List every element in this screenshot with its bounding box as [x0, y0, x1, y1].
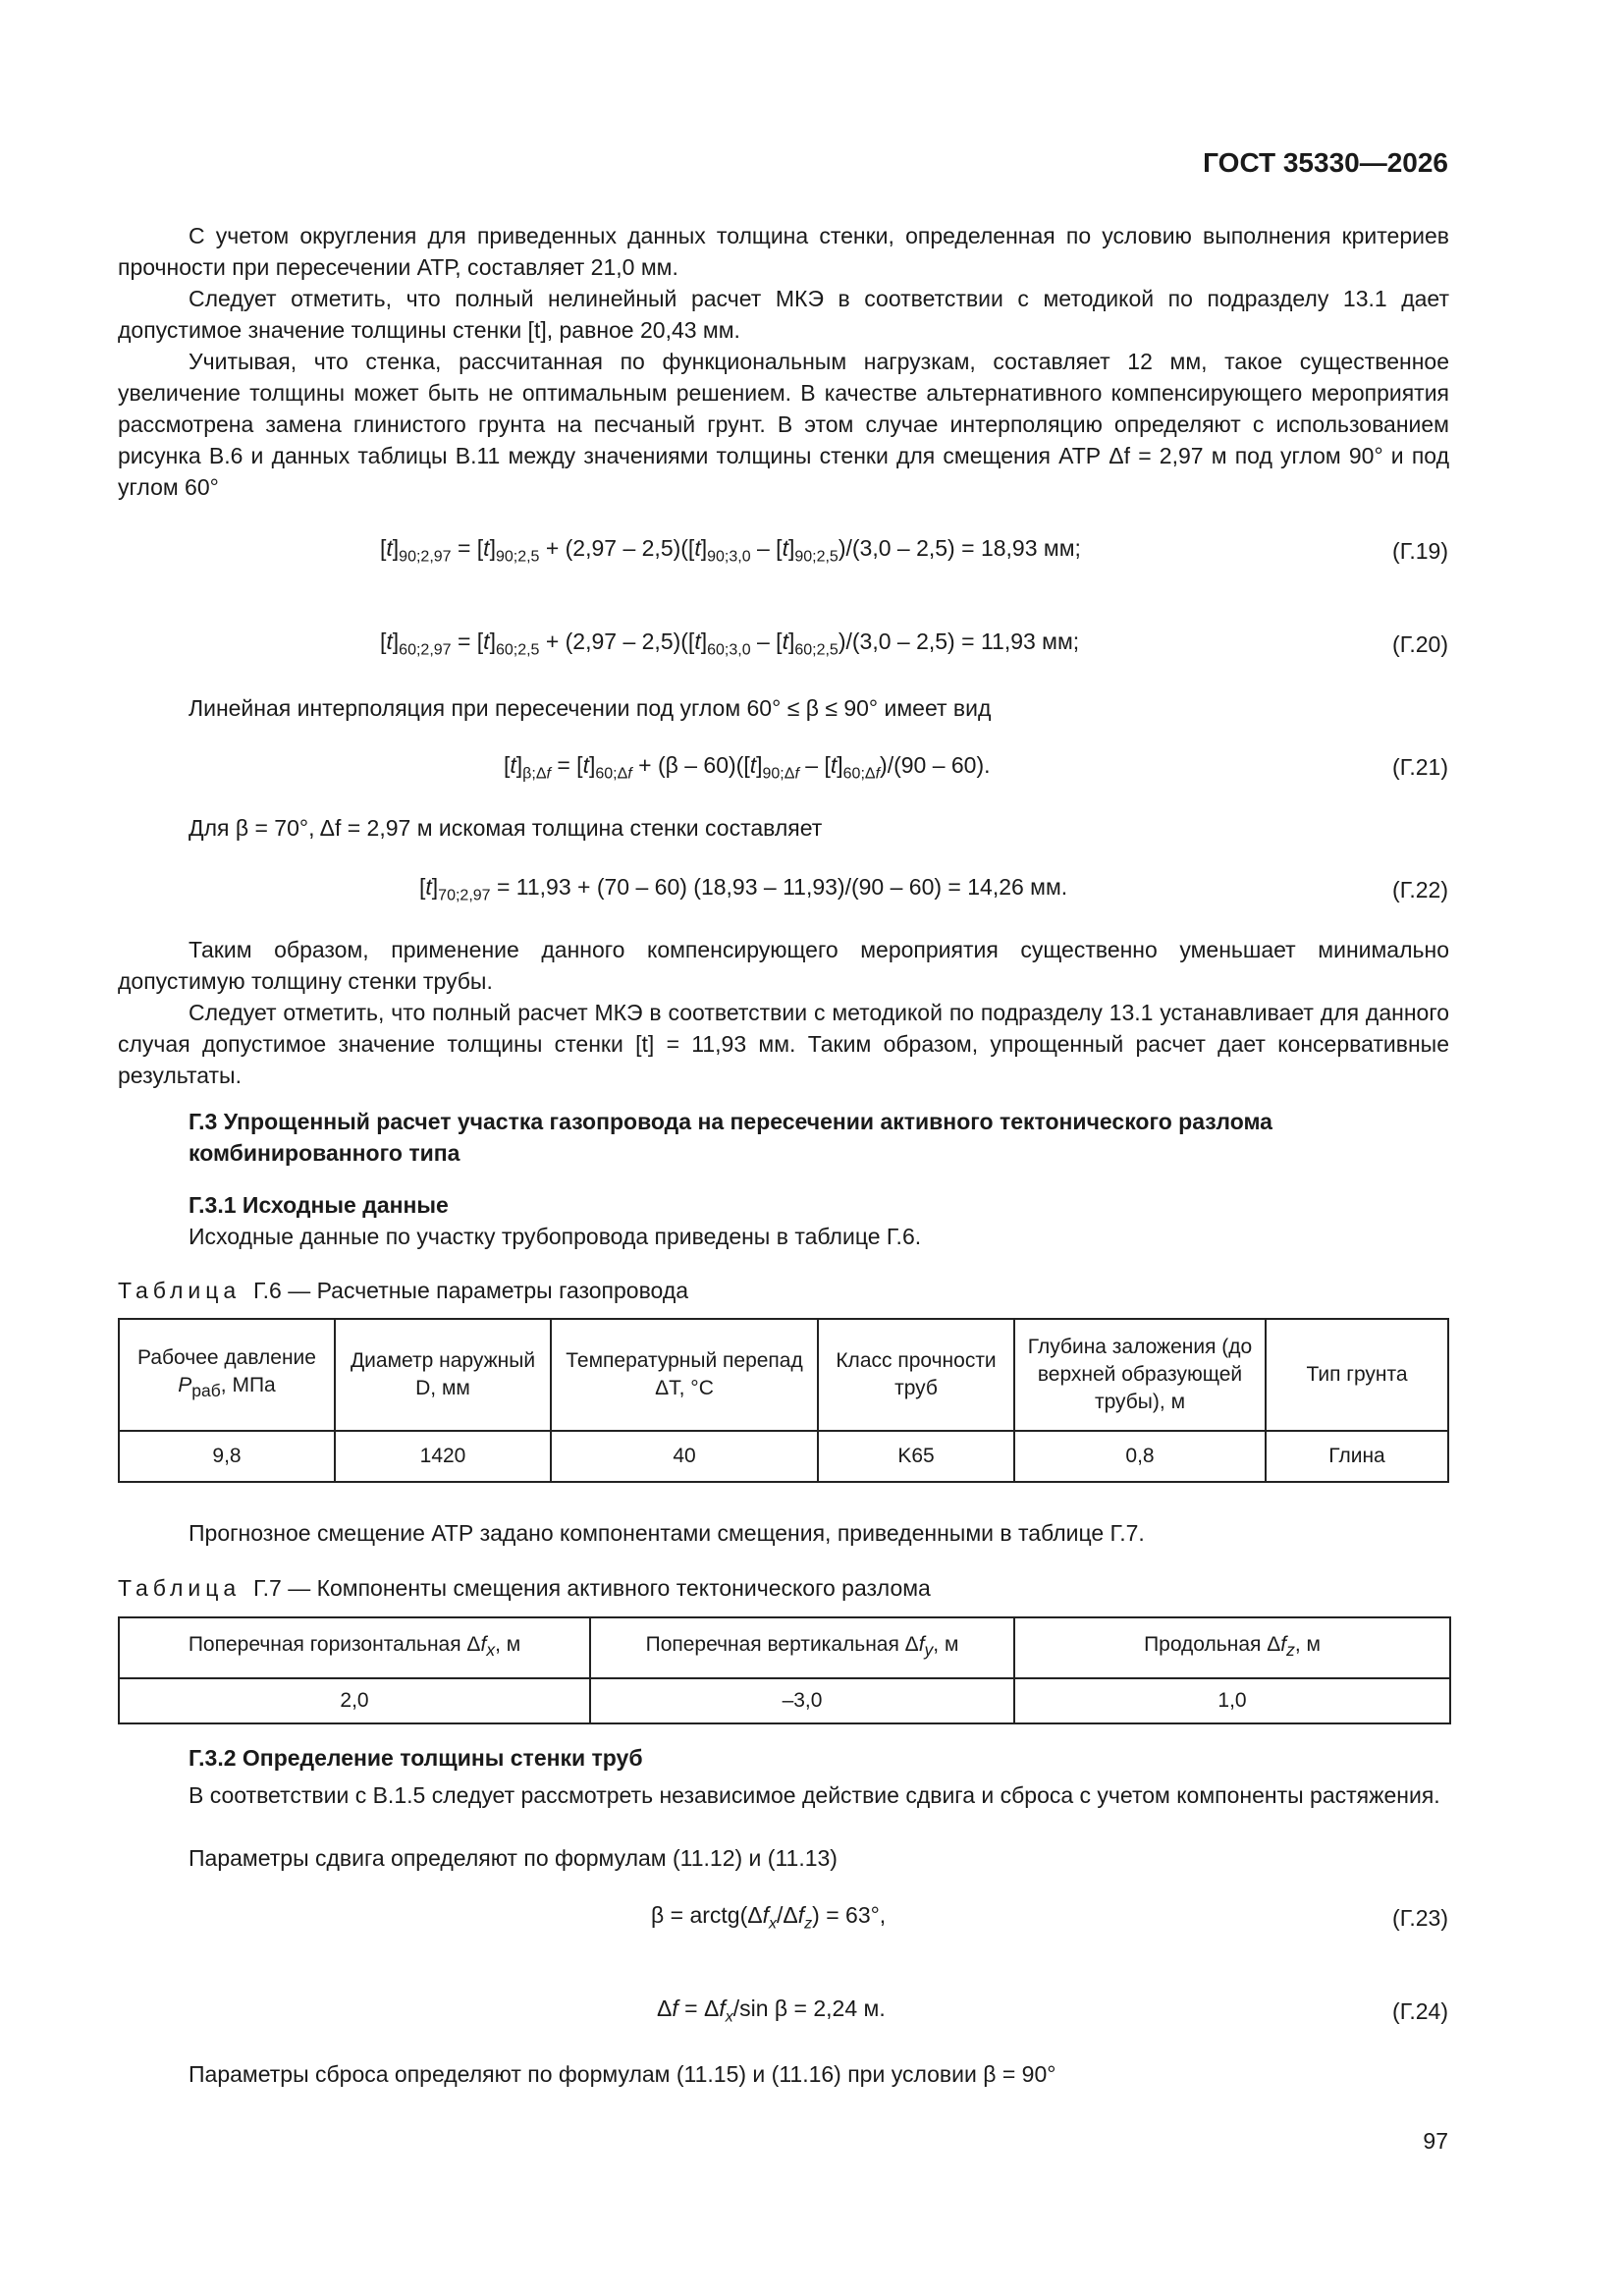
table-g7	[118, 1616, 1451, 1724]
equation-g24: $\Delta f = \Delta f_x/\sin$ β = 2,24 м.	[657, 1995, 886, 2026]
caption-prefix: Таблица	[118, 1575, 242, 1601]
table-caption	[118, 1278, 688, 1304]
table-g6	[118, 1318, 1449, 1483]
section-heading-g3: Г.3 Упрощенный расчет участка газопровода на пересечении активного тектонического разлома комбинированного типа	[189, 1109, 1272, 1166]
table-header-cell: Поперечная горизонтальная $\Delta f_x$, м	[119, 1617, 590, 1678]
table-cell: –3,0	[590, 1678, 1014, 1723]
table-row	[119, 1678, 1450, 1723]
equation-number: (Г.21)	[1392, 754, 1448, 780]
table-header-row	[119, 1617, 1450, 1678]
table-row	[119, 1431, 1448, 1482]
paragraph: Параметры сдвига определяют по формулам (11.12) и (11.13)	[189, 1845, 838, 1871]
table-header-cell: Тип грунта	[1266, 1319, 1448, 1431]
equation-number: (Г.19)	[1392, 538, 1448, 564]
caption-text: Г.6 — Расчетные параметры газопровода	[252, 1278, 689, 1303]
equation-result: 18,93 мм;	[980, 535, 1081, 561]
caption-prefix: Таблица	[118, 1278, 242, 1303]
section-heading-g32: Г.3.2 Определение толщины стенки труб	[189, 1745, 643, 1771]
equation-g20: $[t]_{60;2,97} = [t]_{60;2,5} + (2,97 - 2,5)([t]_{60;3,0} - [t]_{60;2,5})/(3,0 - 2,5) = 11,93$ мм;	[380, 629, 1080, 659]
table-header-row	[119, 1319, 1448, 1431]
paragraph: Следует отметить, что полный расчет МКЭ в соответствии с методикой по подразделу 13.1 устанавливает для данного случая допустимое значение толщины стенки [t] = 11,93 мм. Таким образом, упрощенный расчет дает консервативные результаты.	[118, 1000, 1449, 1088]
equation-number: (Г.20)	[1392, 631, 1448, 657]
equation-g19: $[t]_{90;2,97} = [t]_{90;2,5} + (2,97 - 2,5)([t]_{90;3,0} - [t]_{90;2,5})/(3,0 - 2,5) = 18,93$ мм;	[380, 535, 1081, 566]
table-cell: 9,8	[119, 1431, 335, 1482]
table-header-cell: Температурный перепад ΔT, °С	[551, 1319, 818, 1431]
caption-text: Г.7 — Компоненты смещения активного тектонического разлома	[252, 1575, 931, 1601]
table-caption	[118, 1575, 931, 1602]
table-cell: 1,0	[1014, 1678, 1450, 1723]
paragraph: Параметры сброса определяют по формулам (11.15) и (11.16) при условии β = 90°	[189, 2061, 1056, 2087]
paragraph: Линейная интерполяция при пересечении под углом 60° ≤ β ≤ 90° имеет вид	[189, 695, 992, 721]
section-heading-g31: Г.3.1 Исходные данные	[189, 1192, 449, 1218]
equation-g21: $[t]_{\beta;\Delta f} = [t]_{60;\Delta f} + (\beta - 60)([t]_{90;\Delta f} - [t]_{60;\Delta f})/(90 - 60)$.	[504, 752, 991, 783]
paragraph: Исходные данные по участку трубопровода приведены в таблице Г.6.	[189, 1224, 922, 1249]
paragraph: Следует отметить, что полный нелинейный расчет МКЭ в соответствии с методикой по подразделу 13.1 дает допустимое значение толщины стенки [t], равное 20,43 мм.	[118, 286, 1449, 343]
paragraph: С учетом округления для приведенных данных толщина стенки, определенная по условию выполнения критериев прочности при пересечении АТР, составляет 21,0 мм.	[118, 223, 1449, 280]
paragraph: Прогнозное смещение АТР задано компонентами смещения, приведенными в таблице Г.7.	[189, 1520, 1145, 1546]
table-cell: 40	[551, 1431, 818, 1482]
equation-result: 11,93 мм;	[980, 629, 1080, 654]
equation-result: 2,24 м.	[813, 1995, 886, 2021]
table-header-cell: Диаметр наружный D, мм	[335, 1319, 551, 1431]
paragraph: Учитывая, что стенка, рассчитанная по функциональным нагрузкам, составляет 12 мм, такое существенное увеличение толщины может быть не оптимальным решением. В качестве альтернативного компенсирующего мероприятия рассмотрена замена глинистого грунта на песчаный грунт. В этом случае интерполяцию определяют с использованием рисунка В.6 и данных таблицы В.11 между значениями толщины стенки для смещения АТР Δf = 2,97 м под углом 90° и под углом 60°	[118, 349, 1449, 500]
table-header-cell: Класс прочности труб	[818, 1319, 1014, 1431]
equation-g22: $[t]_{70;2,97} = 11,93 + (70 - 60)$ (18,93 – 11,93)/(90 – 60) = 14,26 мм.	[419, 874, 1068, 904]
table-cell: 1420	[335, 1431, 551, 1482]
header-text: Рабочее давление	[137, 1346, 316, 1370]
table-header-cell: Поперечная вертикальная $\Delta f_y$, м	[590, 1617, 1014, 1678]
equation-result: 63°,	[845, 1902, 887, 1928]
equation-text: = 11,93 + (70 – 60) (18,93 – 11,93)/(90 – 60) = 14,26 мм.	[496, 874, 1068, 900]
table-cell: 0,8	[1014, 1431, 1266, 1482]
equation-number: (Г.24)	[1392, 1998, 1448, 2024]
table-header-cell: Глубина заложения (до верхней образующей трубы), м	[1014, 1319, 1266, 1431]
paragraph: В соответствии с В.1.5 следует рассмотреть независимое действие сдвига и сброса с учетом компоненты растяжения.	[189, 1782, 1440, 1808]
equation-g23: $\beta = arctg(\Delta f_x/\Delta f_z) = 63^\circ$,	[651, 1902, 887, 1933]
table-cell: K65	[818, 1431, 1014, 1482]
table-cell: 2,0	[119, 1678, 590, 1723]
table-cell: Глина	[1266, 1431, 1448, 1482]
standard-number: ГОСТ 35330—2026	[1203, 147, 1448, 178]
table-header-cell: Продольная $\Delta f_z$, м	[1014, 1617, 1450, 1678]
table-header-cell: Рабочее давление $P_{раб}$, МПа	[119, 1319, 335, 1431]
equation-number: (Г.23)	[1392, 1905, 1448, 1931]
paragraph: Таким образом, применение данного компенсирующего мероприятия существенно уменьшает минимально допустимую толщину стенки трубы.	[118, 937, 1449, 994]
equation-number: (Г.22)	[1392, 877, 1448, 902]
paragraph: Для β = 70°, Δf = 2,97 м искомая толщина стенки составляет	[189, 815, 823, 841]
page-number: 97	[1423, 2128, 1448, 2154]
